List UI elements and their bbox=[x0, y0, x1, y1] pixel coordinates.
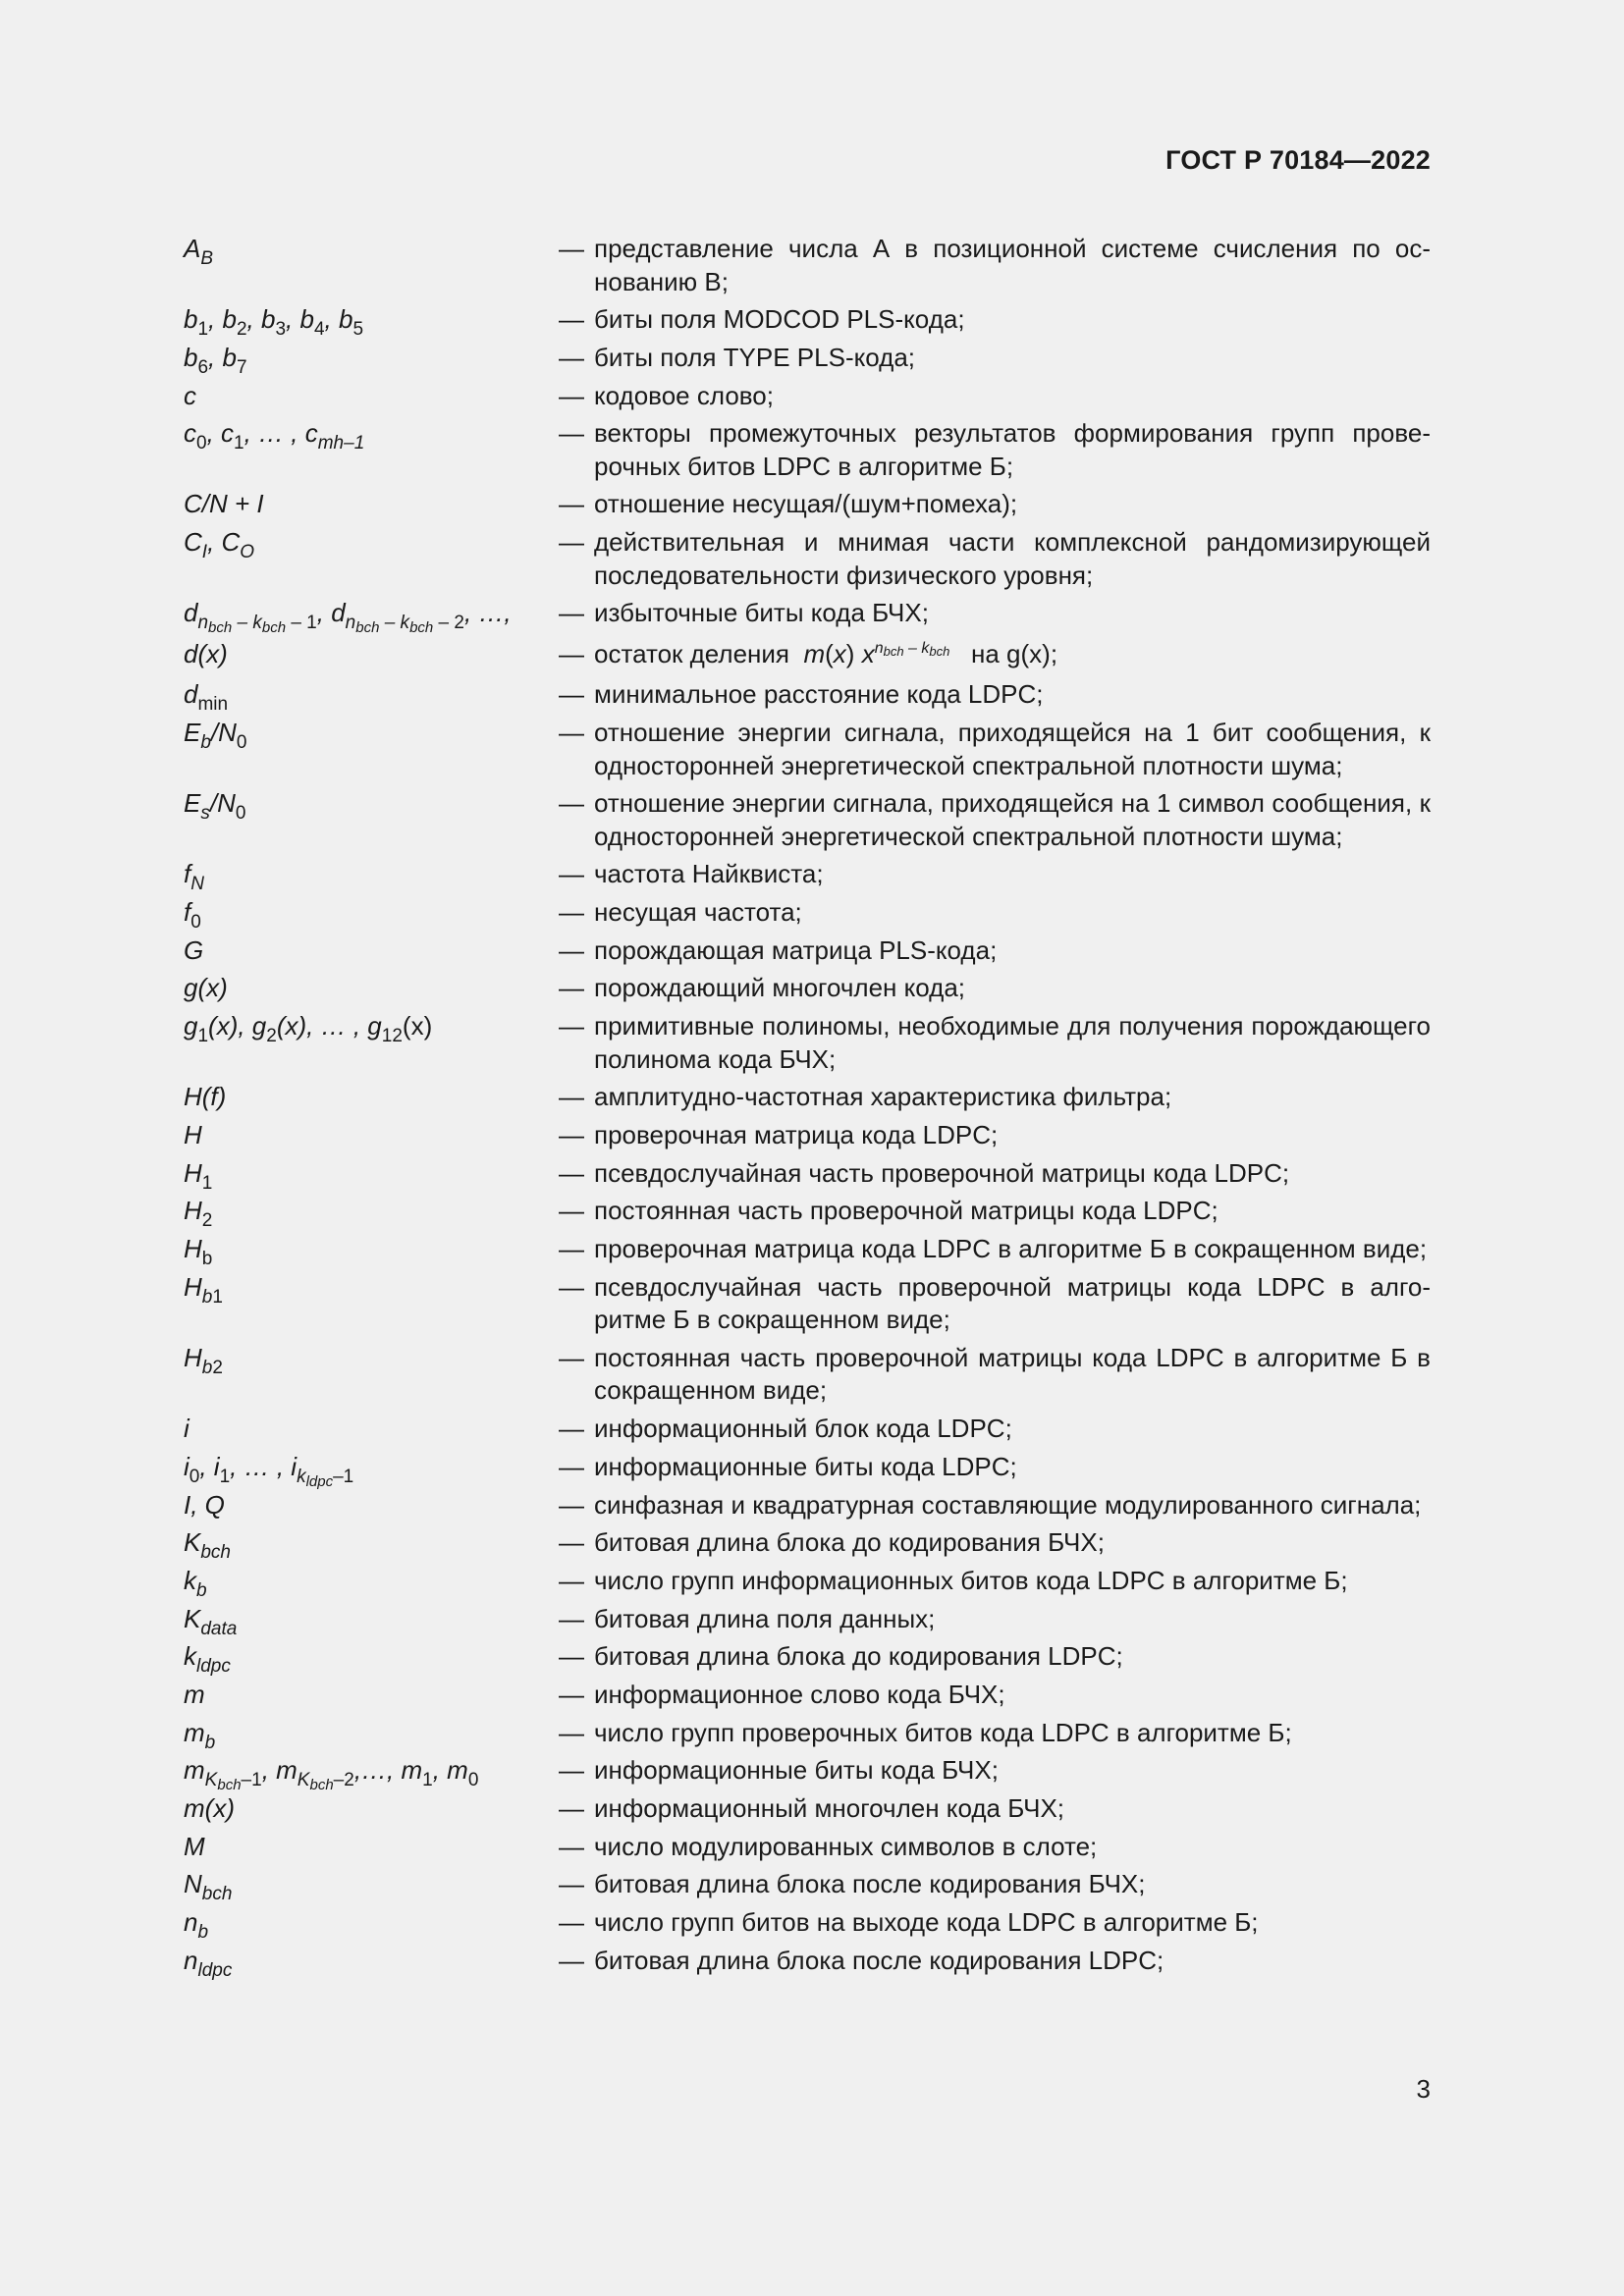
definition-text: битовая длина блока до кодирования БЧХ; bbox=[594, 1527, 1105, 1558]
definition-symbol: $A_B$ bbox=[184, 234, 214, 269]
definition-row bbox=[184, 1271, 1431, 1337]
definition-symbol: $b_6$, $b_7$ bbox=[184, 342, 247, 378]
definition-text: примитивные полиномы, необходимые для получения порождающего полинома кода БЧХ; bbox=[594, 1011, 1431, 1074]
definition-row bbox=[184, 1119, 1431, 1152]
definition-dash: — bbox=[559, 1869, 584, 1899]
definition-dash: — bbox=[559, 1527, 584, 1558]
definition-symbol: H bbox=[184, 1120, 202, 1149]
definition-text: проверочная матрица кода LDPC в алгоритме Б в сокращенном виде; bbox=[594, 1234, 1428, 1264]
definition-row bbox=[184, 1906, 1431, 1944]
definition-text: биты поля TYPE PLS-кода; bbox=[594, 342, 916, 372]
definition-text: порождающий многочлен кода; bbox=[594, 973, 966, 1003]
definition-dash: — bbox=[559, 638, 584, 668]
definition-symbol: $d_{min}$ bbox=[184, 679, 229, 716]
definition-dash: — bbox=[559, 934, 584, 965]
definition-dash: — bbox=[559, 1414, 584, 1444]
definition-row bbox=[184, 1679, 1431, 1712]
definition-text: проверочная матрица кода LDPC; bbox=[594, 1120, 999, 1149]
definition-dash: — bbox=[559, 973, 584, 1003]
definition-symbol: $f_0$ bbox=[184, 897, 201, 934]
definition-row bbox=[184, 1565, 1431, 1601]
definition-row bbox=[184, 638, 1431, 671]
definition-symbol: $H_{b1}$ bbox=[184, 1271, 223, 1308]
definition-text-suffix: на g(x); bbox=[971, 638, 1058, 668]
definition-dash: — bbox=[559, 1641, 584, 1672]
definition-text: информационное слово кода БЧХ; bbox=[594, 1679, 1005, 1709]
definition-symbol: $f_N$ bbox=[184, 859, 204, 895]
definition-text: число модулированных символов в слоте; bbox=[594, 1831, 1098, 1861]
definition-row bbox=[184, 934, 1431, 968]
definition-dash: — bbox=[559, 1679, 584, 1709]
definition-dash: — bbox=[559, 489, 584, 519]
definition-symbol: $m_b$ bbox=[184, 1717, 216, 1753]
definition-row bbox=[184, 1413, 1431, 1446]
definition-row bbox=[184, 597, 1431, 637]
definition-symbol: $d_{n_{bch} - k_{bch} - 1}$, $d_{n_{bch} - k_{bch} - 2}$, …, bbox=[184, 598, 512, 637]
definition-dash: — bbox=[559, 1603, 584, 1633]
formula-m-x-power: m(x) $x^{n_{bch} - k_{bch}}$ bbox=[803, 638, 950, 668]
definition-dash: — bbox=[559, 234, 584, 263]
definition-row bbox=[184, 1526, 1431, 1564]
definition-symbol: $N_{bch}$ bbox=[184, 1869, 233, 1905]
definition-dash: — bbox=[559, 718, 584, 747]
definition-symbol: m(x) bbox=[184, 1793, 235, 1823]
definition-dash: — bbox=[559, 598, 584, 628]
definition-row bbox=[184, 1754, 1431, 1794]
definition-symbol: $H_1$ bbox=[184, 1157, 213, 1194]
definition-row bbox=[184, 342, 1431, 378]
definition-dash: — bbox=[559, 527, 584, 558]
definition-row bbox=[184, 1831, 1431, 1864]
definition-row bbox=[184, 1195, 1431, 1232]
definition-symbol: $H_2$ bbox=[184, 1196, 213, 1232]
definition-text: псевдослучайная часть проверочной матрицы кода LDPC; bbox=[594, 1157, 1290, 1188]
document-header: ГОСТ Р 70184—2022 bbox=[1165, 145, 1431, 175]
definition-row bbox=[184, 1792, 1431, 1826]
definition-text: число групп проверочных битов кода LDPC в алгоритме Б; bbox=[594, 1717, 1292, 1747]
definition-symbol: $k_{ldpc}$ bbox=[184, 1641, 231, 1678]
definition-symbol: $K_{bch}$ bbox=[184, 1527, 231, 1564]
definition-dash: — bbox=[559, 1082, 584, 1112]
definition-dash: — bbox=[559, 418, 584, 449]
definition-text: отношение энергии сигнала, приходящейся на 1 символ сообщения, к односторонней энергетической спектральной плотности шума; bbox=[594, 788, 1431, 851]
definition-row bbox=[184, 972, 1431, 1005]
definition-text: информационный блок кода LDPC; bbox=[594, 1414, 1012, 1444]
definition-row bbox=[184, 1489, 1431, 1522]
definition-dash: — bbox=[559, 1907, 584, 1938]
definition-row bbox=[184, 858, 1431, 895]
definition-row bbox=[184, 1451, 1431, 1490]
definition-text-prefix: остаток деления bbox=[594, 638, 789, 668]
definition-symbol: $g_1(x)$, $g_2(x)$, … , $g_{12}(x)$ bbox=[184, 1011, 433, 1047]
definition-text: битовая длина блока после кодирования БЧХ; bbox=[594, 1869, 1146, 1899]
definition-text: постоянная часть проверочной матрицы кода LDPC в алгоритме Б в сокращенном виде; bbox=[594, 1342, 1431, 1406]
definition-text: синфазная и квадратурная составляющие модулированного сигнала; bbox=[594, 1489, 1422, 1520]
definition-text: постоянная часть проверочной матрицы кода LDPC; bbox=[594, 1196, 1218, 1226]
definition-symbol: $n_{ldpc}$ bbox=[184, 1945, 233, 1981]
definition-dash: — bbox=[559, 1451, 584, 1481]
definition-dash: — bbox=[559, 342, 584, 372]
definition-dash: — bbox=[559, 788, 584, 819]
definition-dash: — bbox=[559, 1793, 584, 1823]
definition-text: информационный многочлен кода БЧХ; bbox=[594, 1793, 1065, 1823]
definition-text: порождающая матрица PLS-кода; bbox=[594, 934, 998, 965]
definition-symbol: i bbox=[184, 1414, 189, 1444]
definition-text: число групп информационных битов кода LDPC в алгоритме Б; bbox=[594, 1565, 1348, 1595]
definition-text: битовая длина блока после кодирования LDPC; bbox=[594, 1945, 1164, 1975]
definition-symbol: I, Q bbox=[184, 1489, 225, 1520]
definition-row bbox=[184, 303, 1431, 341]
definition-row bbox=[184, 1603, 1431, 1639]
definition-row bbox=[184, 233, 1431, 298]
definition-symbol: H(f) bbox=[184, 1082, 227, 1112]
definition-text: действительная и мнимая части комплексной рандомизирующей последовательности физического уровня; bbox=[594, 527, 1431, 590]
definition-text: биты поля MODCOD PLS-кода; bbox=[594, 304, 965, 335]
definition-symbol: $H_{b2}$ bbox=[184, 1342, 223, 1378]
definition-symbol: $k_b$ bbox=[184, 1565, 207, 1601]
definition-symbol: G bbox=[184, 934, 204, 965]
page-number: 3 bbox=[1416, 2074, 1431, 2104]
definition-row bbox=[184, 1868, 1431, 1905]
definition-symbol: $H_b$ bbox=[184, 1234, 213, 1270]
definition-text: кодовое слово; bbox=[594, 380, 774, 410]
definition-text: избыточные биты кода БЧХ; bbox=[594, 598, 929, 628]
definition-symbol: C/N + I bbox=[184, 489, 264, 519]
definition-text: информационные биты кода LDPC; bbox=[594, 1451, 1017, 1481]
definition-text: псевдослучайная часть проверочной матрицы кода LDPC в алгоритме Б в сокращенном виде; bbox=[594, 1271, 1431, 1335]
definition-symbol: M bbox=[184, 1831, 205, 1861]
definition-dash: — bbox=[559, 679, 584, 710]
definition-dash: — bbox=[559, 1565, 584, 1595]
definition-row bbox=[184, 717, 1431, 782]
definition-dash: — bbox=[559, 1717, 584, 1747]
definition-dash: — bbox=[559, 1755, 584, 1786]
definition-text: битовая длина поля данных; bbox=[594, 1603, 936, 1633]
definition-row bbox=[184, 488, 1431, 521]
definition-text: представление числа А в позиционной системе счисления по основанию В; bbox=[594, 234, 1431, 296]
definition-dash: — bbox=[559, 1271, 584, 1302]
definition-row bbox=[184, 896, 1431, 934]
definition-text: битовая длина блока до кодирования LDPC; bbox=[594, 1641, 1123, 1672]
definition-text: отношение несущая/(шум+помеха); bbox=[594, 489, 1018, 519]
definition-text: отношение энергии сигнала, приходящейся на 1 бит сообщения, к односторонней энергетической спектральной плотности шума; bbox=[594, 718, 1431, 780]
definition-symbol: g(x) bbox=[184, 973, 228, 1003]
definition-text: векторы промежуточных результатов формирования групп проверочных битов LDPC в алгоритме Б; bbox=[594, 418, 1431, 481]
definition-dash: — bbox=[559, 1196, 584, 1226]
definition-symbol: $n_b$ bbox=[184, 1907, 209, 1944]
definition-row bbox=[184, 380, 1431, 413]
definition-row bbox=[184, 1945, 1431, 1981]
definition-row bbox=[184, 1342, 1431, 1408]
definition-dash: — bbox=[559, 1234, 584, 1264]
definition-dash: — bbox=[559, 1831, 584, 1861]
definition-symbol: c bbox=[184, 380, 196, 410]
definition-text: минимальное расстояние кода LDPC; bbox=[594, 679, 1044, 710]
definition-dash: — bbox=[559, 859, 584, 889]
definition-row bbox=[184, 1717, 1431, 1753]
definitions-list bbox=[184, 233, 1431, 1982]
definition-text: несущая частота; bbox=[594, 897, 802, 928]
definition-row bbox=[184, 417, 1431, 483]
definition-dash: — bbox=[559, 1157, 584, 1188]
definition-text bbox=[594, 638, 1431, 671]
definition-symbol: d(x) bbox=[184, 638, 228, 668]
definition-row bbox=[184, 526, 1431, 592]
definition-row bbox=[184, 678, 1431, 716]
definition-symbol: $b_1$, $b_2$, $b_3$, $b_4$, $b_5$ bbox=[184, 304, 364, 341]
definition-symbol: $E_s/N_0$ bbox=[184, 788, 246, 825]
definition-dash: — bbox=[559, 1011, 584, 1041]
definition-dash: — bbox=[559, 1120, 584, 1149]
definition-dash: — bbox=[559, 897, 584, 928]
definition-symbol: $m_{K_{bch}-1}$, $m_{K_{bch}-2},\dots$, $m_1$, $m_0$ bbox=[184, 1755, 479, 1794]
definition-text: амплитудно-частотная характеристика фильтра; bbox=[594, 1082, 1172, 1112]
definition-symbol: $i_0$, $i_1$, … , $i_{k_{ldpc}-1}$ bbox=[184, 1451, 354, 1490]
definition-dash: — bbox=[559, 304, 584, 335]
definition-row bbox=[184, 1233, 1431, 1270]
definition-dash: — bbox=[559, 1489, 584, 1520]
definition-dash: — bbox=[559, 1342, 584, 1372]
definition-row bbox=[184, 787, 1431, 853]
definition-symbol: $c_0$, $c_1$, … , $c_{mh-1}$ bbox=[184, 418, 365, 454]
definition-text: частота Найквиста; bbox=[594, 859, 824, 889]
definition-row bbox=[184, 1157, 1431, 1194]
definition-text: число групп битов на выходе кода LDPC в алгоритме Б; bbox=[594, 1907, 1259, 1938]
definition-row bbox=[184, 1640, 1431, 1678]
definition-text: информационные биты кода БЧХ; bbox=[594, 1755, 999, 1786]
definition-dash: — bbox=[559, 1945, 584, 1975]
definition-symbol: $C_I$, $C_O$ bbox=[184, 527, 255, 563]
definition-symbol: m bbox=[184, 1679, 205, 1709]
definition-dash: — bbox=[559, 380, 584, 410]
definition-symbol: $E_b/N_0$ bbox=[184, 718, 247, 753]
definition-symbol: $K_{data}$ bbox=[184, 1603, 238, 1639]
definition-row bbox=[184, 1010, 1431, 1076]
definition-row bbox=[184, 1081, 1431, 1114]
